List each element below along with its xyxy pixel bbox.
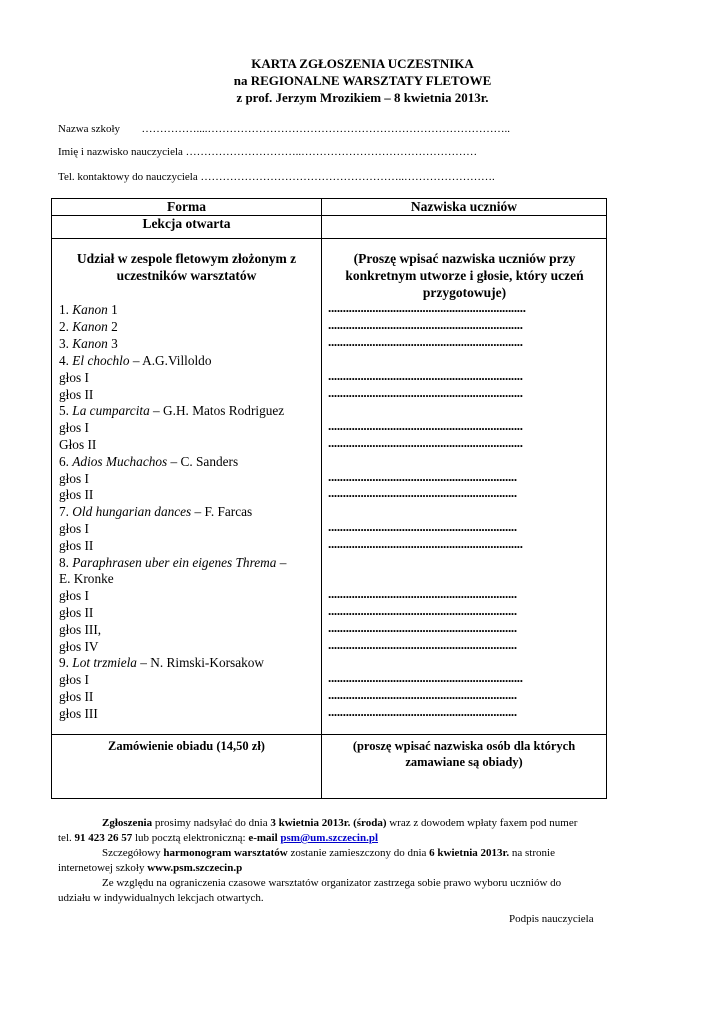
piece-5: 5. La cumparcita – G.H. Matos Rodriguez <box>59 403 285 418</box>
piece-8-voice-3: głos III, <box>59 622 102 637</box>
registration-table <box>51 198 607 799</box>
footer-notes <box>58 816 638 906</box>
name-entry-line[interactable]: ................................................................ <box>328 687 517 702</box>
name-entry-line[interactable]: ................................................................ <box>328 485 517 500</box>
piece-4: 4. El chochlo – A.G.Villoldo <box>59 353 212 368</box>
piece-4-voice-2: głos II <box>59 387 94 402</box>
school-website: www.psm.szczecin.p <box>147 862 243 874</box>
piece-3: 3. Kanon 3 <box>59 336 118 351</box>
name-entry-line[interactable]: .................................................................. <box>328 385 523 400</box>
ensemble-names-cell <box>322 239 607 735</box>
piece-6-voice-2: głos II <box>59 487 94 502</box>
name-entry-line[interactable]: .................................................................. <box>328 418 523 433</box>
name-entry-line[interactable]: ................................................................ <box>328 704 517 719</box>
piece-1: 1. Kanon 1 <box>59 302 118 317</box>
piece-8: 8. Paraphrasen uber ein eigenes Threma – <box>59 555 287 570</box>
name-entry-line[interactable]: ................................................................ <box>328 586 517 601</box>
name-entry-line[interactable]: .................................................................. <box>328 536 523 551</box>
piece-5-voice-2: Głos II <box>59 437 97 452</box>
ensemble-title-line2: uczestników warsztatów <box>116 268 257 283</box>
column-header-names: Nazwiska uczniów <box>322 199 607 216</box>
form-title: KARTA ZGŁOSZENIA UCZESTNIKA <box>251 56 474 71</box>
piece-8-voice-4: głos IV <box>59 639 99 654</box>
piece-6-voice-1: głos I <box>59 471 89 486</box>
name-entry-line[interactable]: ................................................................ <box>328 519 517 534</box>
piece-8-voice-2: głos II <box>59 605 94 620</box>
column-header-form: Forma <box>52 199 322 216</box>
piece-9: 9. Lot trzmiela – N. Rimski-Korsakow <box>59 655 265 670</box>
piece-6: 6. Adios Muchachos – C. Sanders <box>59 454 239 469</box>
name-entry-line[interactable]: .................................................................. <box>328 670 523 685</box>
lunch-order-cell <box>52 735 322 799</box>
name-entry-line[interactable]: ................................................................ <box>328 469 517 484</box>
piece-9-voice-2: głos II <box>59 689 94 704</box>
names-hint-line2: konkretnym utworze i głosie, który uczeń <box>345 268 584 283</box>
school-name-field[interactable] <box>58 123 510 136</box>
schedule-note: Szczegółowy harmonogram warsztatów zostanie zamieszczony do dnia 6 kwietnia 2013r. na stronie <box>102 847 555 859</box>
teacher-name-field[interactable]: Imię i nazwisko nauczyciela …………………………..………………………………………… <box>58 146 478 158</box>
piece-9-voice-3: głos III <box>59 706 98 721</box>
name-entry-line[interactable]: ................................................................... <box>328 300 526 315</box>
ensemble-pieces-cell <box>52 239 322 735</box>
name-entry-line[interactable]: .................................................................. <box>328 317 523 332</box>
selection-note: Ze względu na ograniczenia czasowe warsztatów organizator zastrzega sobie prawo wyboru uczniów do <box>102 877 562 889</box>
email-link[interactable]: psm@um.szczecin.pl <box>280 832 379 844</box>
lunch-hint-line1: (proszę wpisać nazwiska osób dla których <box>352 739 576 753</box>
piece-8-voice-1: głos I <box>59 588 89 603</box>
piece-7-voice-2: głos II <box>59 538 94 553</box>
piece-9-voice-1: głos I <box>59 672 89 687</box>
lunch-order-label: Zamówienie obiadu (14,50 zł) <box>108 739 265 753</box>
open-lesson-label: Lekcja otwarta <box>52 216 322 239</box>
piece-7: 7. Old hungarian dances – F. Farcas <box>59 504 253 519</box>
name-entry-line[interactable]: ................................................................ <box>328 637 517 652</box>
ensemble-title-line1: Udział w zespole fletowym złożonym z <box>76 251 297 266</box>
contact-note: tel. 91 423 26 57 lub pocztą elektroniczną: e-mail psm@um.szczecin.pl <box>58 832 379 844</box>
teacher-signature-label: Podpis nauczyciela <box>509 913 594 925</box>
name-entry-line[interactable]: .................................................................. <box>328 368 523 383</box>
form-date-line: z prof. Jerzym Mrozikiem – 8 kwietnia 2013r. <box>236 90 489 105</box>
open-lesson-names-cell[interactable] <box>322 216 607 239</box>
piece-4-voice-1: głos I <box>59 370 89 385</box>
name-entry-line[interactable]: ................................................................ <box>328 603 517 618</box>
name-entry-line[interactable]: .................................................................. <box>328 334 523 349</box>
piece-2: 2. Kanon 2 <box>59 319 118 334</box>
lunch-names-cell[interactable] <box>322 735 607 799</box>
form-subtitle: na REGIONALNE WARSZTATY FLETOWE <box>233 73 492 88</box>
name-entry-line[interactable]: ................................................................ <box>328 620 517 635</box>
lunch-hint-line2: zamawiane są obiady) <box>405 755 523 769</box>
name-entry-line[interactable]: .................................................................. <box>328 435 523 450</box>
school-name-label: Nazwa szkoły <box>58 123 121 135</box>
school-name-dots: ……………....……………………………………………………………………….. <box>141 123 511 135</box>
names-hint-line3: przygotowuje) <box>422 285 507 300</box>
names-hint-line1: (Proszę wpisać nazwiska uczniów przy <box>353 251 576 266</box>
piece-5-voice-1: głos I <box>59 420 89 435</box>
website-note: internetowej szkoły www.psm.szczecin.p <box>58 862 243 874</box>
selection-note-cont: udziału w indywidualnych lekcjach otwartych. <box>58 892 264 904</box>
teacher-phone-field[interactable]: Tel. kontaktowy do nauczyciela ………………………………………………..……………………. <box>58 171 495 183</box>
piece-7-voice-1: głos I <box>59 521 89 536</box>
piece-8-author: E. Kronke <box>59 571 114 586</box>
submission-note: Zgłoszenia prosimy nadsyłać do dnia 3 kwietnia 2013r. (środa) wraz z dowodem wpłaty faxem pod numer <box>102 817 578 829</box>
